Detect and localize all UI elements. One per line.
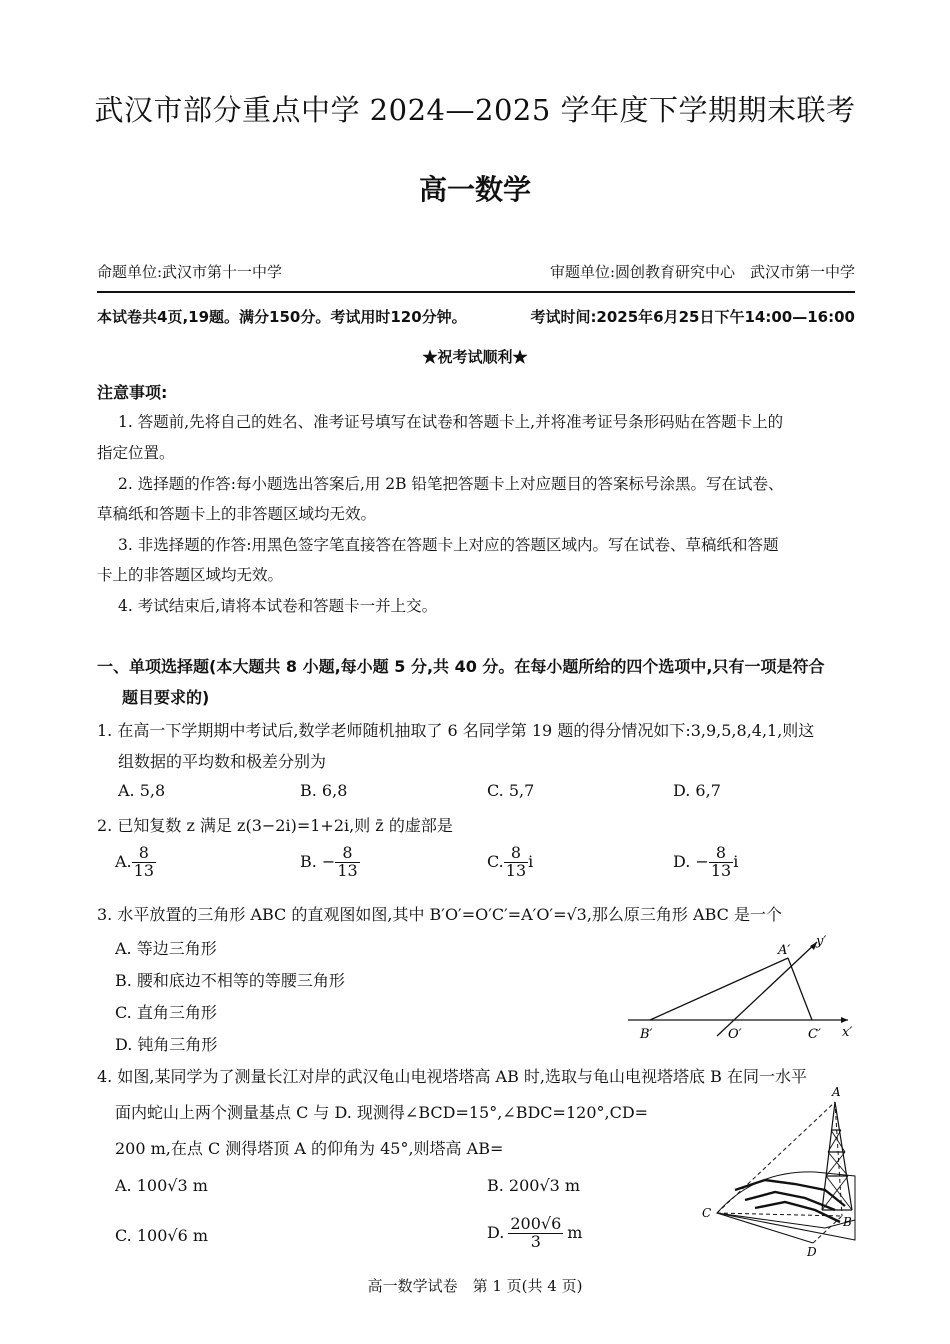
label-c: C bbox=[702, 1206, 712, 1220]
section-1-heading: 一、单项选择题(本大题共 8 小题,每小题 5 分,共 40 分。在每小题所给的四个选项中,只有一项是符合 bbox=[97, 657, 825, 676]
paper-info: 本试卷共4页,19题。满分150分。考试用时120分钟。 bbox=[97, 308, 467, 326]
label-x-prime: x′ bbox=[842, 1025, 853, 1040]
note-1-line-2: 指定位置。 bbox=[97, 444, 175, 462]
header-divider bbox=[97, 291, 855, 293]
side-a-c bbox=[788, 958, 812, 1020]
question-2-option-a: A. $\frac{8}{13}$ bbox=[115, 843, 154, 880]
label-a: A bbox=[832, 1085, 841, 1099]
question-3-option-b: B. 腰和底边不相等的等腰三角形 bbox=[115, 971, 345, 990]
question-1-option-d: D. 6,7 bbox=[673, 781, 721, 800]
exam-title: 武汉市部分重点中学 2024—2025 学年度下学期期末联考 bbox=[94, 93, 856, 127]
question-2-option-b: B. − $\frac{8}{13}$ bbox=[300, 843, 358, 880]
proposer-unit: 命题单位:武汉市第十一中学 bbox=[97, 263, 283, 281]
label-a-prime: A′ bbox=[778, 943, 791, 958]
label-o-prime: O′ bbox=[728, 1027, 742, 1042]
good-luck-banner: ★祝考试顺利★ bbox=[422, 348, 528, 366]
note-1-line-1: 1. 答题前,先将自己的姓名、准考证号填写在试卷和答题卡上,并将准考证号条形码贴在答题卡上的 bbox=[118, 413, 784, 431]
question-3-figure bbox=[620, 930, 860, 1045]
question-2-option-d: D. − $\frac{8}{13}$ i bbox=[673, 843, 739, 880]
question-4-figure bbox=[695, 1080, 865, 1260]
sight-line-c-a bbox=[717, 1102, 835, 1213]
question-4-stem-cont-1: 面内蛇山上两个测量基点 C 与 D. 现测得∠BCD=15°,∠BDC=120°,CD= bbox=[115, 1103, 649, 1122]
question-4-stem: 4. 如图,某同学为了测量长江对岸的武汉龟山电视塔塔高 AB 时,选取与龟山电视塔塔底 B 在同一水平 bbox=[97, 1067, 807, 1086]
note-4: 4. 考试结束后,请将本试卷和答题卡一并上交。 bbox=[118, 597, 438, 615]
tower-structure bbox=[822, 1102, 852, 1210]
question-1-option-a: A. 5,8 bbox=[118, 781, 166, 800]
question-1-stem-cont: 组数据的平均数和极差分别为 bbox=[118, 752, 327, 771]
label-b-prime: B′ bbox=[640, 1027, 653, 1042]
label-c-prime: C′ bbox=[808, 1027, 821, 1042]
x-axis-arrow bbox=[841, 1017, 848, 1023]
note-2-line-1: 2. 选择题的作答:每小题选出答案后,用 2B 铅笔把答题卡上对应题目的答案标号涂黑。写在试卷、 bbox=[118, 475, 784, 493]
question-3-stem: 3. 水平放置的三角形 ABC 的直观图如图,其中 B′O′=O′C′=A′O′=√3,那么原三角形 ABC 是一个 bbox=[97, 905, 782, 924]
label-b: B bbox=[843, 1215, 852, 1229]
question-1-stem: 1. 在高一下学期期中考试后,数学老师随机抽取了 6 名同学第 19 题的得分情况如下:3,9,5,8,4,1,则这 bbox=[97, 721, 815, 740]
subject-title: 高一数学 bbox=[418, 173, 531, 206]
question-3-option-c: C. 直角三角形 bbox=[115, 1003, 217, 1022]
reviewer-unit: 审题单位:圆创教育研究中心 武汉市第一中学 bbox=[549, 263, 855, 281]
exam-time: 考试时间:2025年6月25日下午14:00—16:00 bbox=[530, 308, 855, 326]
question-2-stem: 2. 已知复数 z 满足 z(3−2i)=1+2i,则 z̄ 的虚部是 bbox=[97, 816, 453, 835]
y-axis-line bbox=[717, 942, 817, 1036]
question-4-option-a: A. 100√3 m bbox=[115, 1176, 208, 1195]
question-4-option-c: C. 100√6 m bbox=[115, 1226, 209, 1245]
page-footer: 高一数学试卷 第 1 页(共 4 页) bbox=[367, 1277, 583, 1295]
notes-heading: 注意事项: bbox=[97, 383, 168, 402]
question-4-option-d: D. $\frac{200√6}{3}$ m bbox=[487, 1214, 583, 1251]
label-d: D bbox=[807, 1245, 817, 1259]
note-3-line-2: 卡上的非答题区域均无效。 bbox=[97, 566, 284, 584]
question-1-option-b: B. 6,8 bbox=[300, 781, 348, 800]
question-3-option-d: D. 钝角三角形 bbox=[115, 1035, 218, 1054]
section-1-heading-cont: 题目要求的) bbox=[122, 688, 210, 707]
question-4-stem-cont-2: 200 m,在点 C 测得塔顶 A 的仰角为 45°,则塔高 AB= bbox=[115, 1139, 504, 1158]
label-y-prime: y′ bbox=[816, 934, 827, 949]
question-3-option-a: A. 等边三角形 bbox=[115, 939, 217, 958]
question-1-option-c: C. 5,7 bbox=[487, 781, 535, 800]
question-2-option-c: C. $\frac{8}{13}$ i bbox=[487, 843, 534, 880]
note-3-line-1: 3. 非选择题的作答:用黑色签字笔直接答在答题卡上对应的答题区域内。写在试卷、草稿纸和答题 bbox=[118, 536, 779, 554]
question-4-option-b: B. 200√3 m bbox=[487, 1176, 581, 1195]
note-2-line-2: 草稿纸和答题卡上的非答题区域均无效。 bbox=[97, 505, 377, 523]
